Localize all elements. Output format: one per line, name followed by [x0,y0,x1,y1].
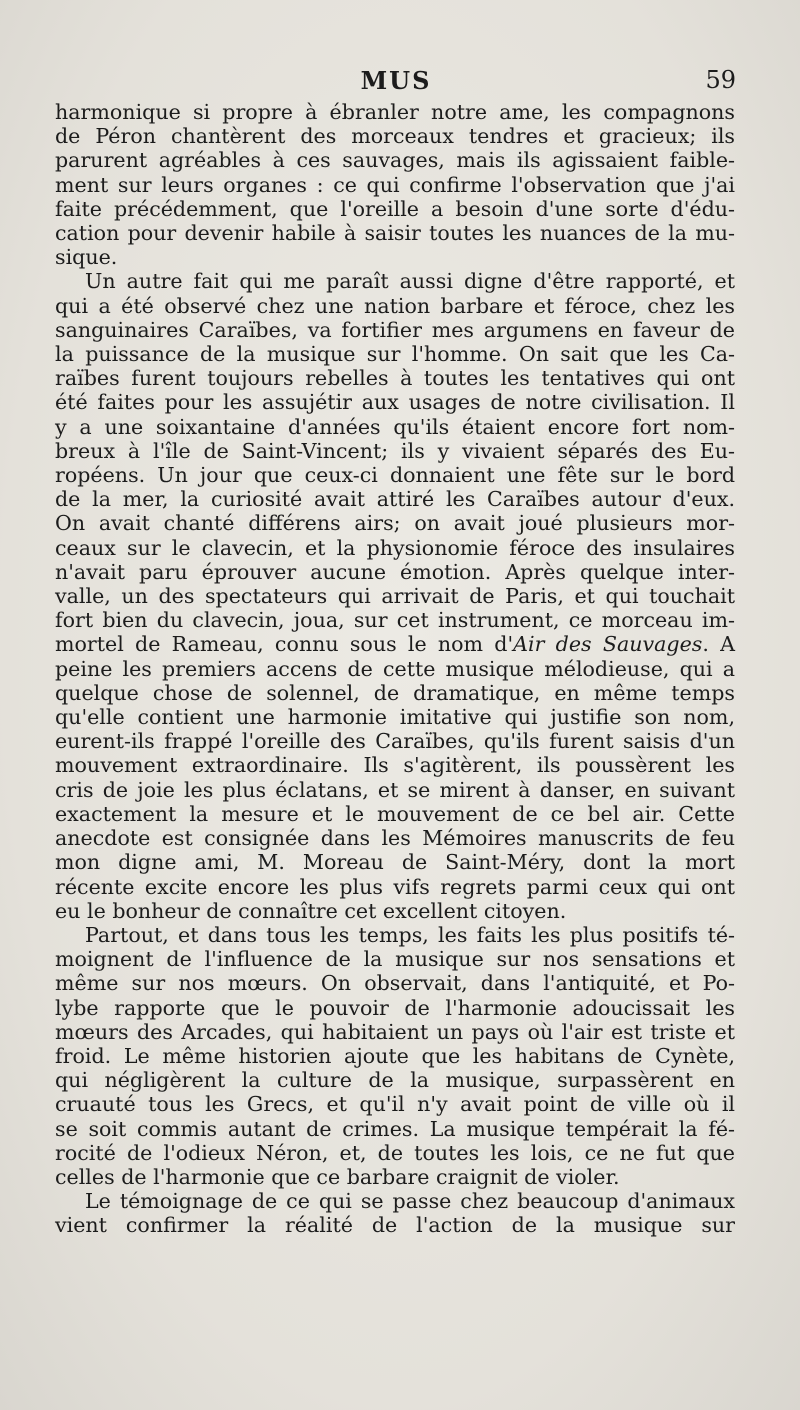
text-line: n'avait paru éprouver aucune émotion. Après quelque inter- [55,559,735,584]
text-line: raïbes furent toujours rebelles à toutes les tentatives qui ont [55,366,735,391]
text-line: Un autre fait qui me paraît aussi digne d'être rapporté, et [85,269,735,294]
text-segment: . A [702,632,736,657]
paragraph-1 [55,100,735,269]
text-line-with-title [55,632,735,656]
text-line: faite précédemment, que l'oreille a besoin d'une sorte d'édu- [55,196,735,221]
text-line: peine les premiers accens de cette musique mélodieuse, qui a [55,656,735,681]
text-line: mouvement extraordinaire. Ils s'agitèrent, ils poussèrent les [55,753,735,778]
text-line: ropéens. Un jour que ceux-ci donnaient une fête sur le bord [55,463,735,488]
text-line: se soit commis autant de crimes. La musique tempérait la fé- [55,1116,735,1141]
text-line: sanguinaires Caraïbes, va fortifier mes argumens en faveur de [55,317,735,342]
text-line: la puissance de la musique sur l'homme. On sait que les Ca- [55,342,735,367]
paragraph-4 [55,1189,735,1237]
text-line: vient confirmer la réalité de l'action de la musique sur [55,1213,735,1238]
text-line: récente excite encore les plus vifs regrets parmi ceux qui ont [55,874,735,899]
text-line: valle, un des spectateurs qui arrivait de Paris, et qui touchait [55,584,735,609]
text-line: eurent-ils frappé l'oreille des Caraïbes, qu'ils furent saisis d'un [55,729,735,754]
text-line: cruauté tous les Grecs, et qu'il n'y avait point de ville où il [55,1092,735,1117]
text-line: Le témoignage de ce qui se passe chez beaucoup d'animaux [85,1189,735,1214]
text-line: froid. Le même historien ajoute que les habitans de Cynète, [55,1043,735,1068]
text-line: breux à l'île de Saint-Vincent; ils y vivaient séparés des Eu- [55,438,735,463]
text-line: Partout, et dans tous les temps, les faits les plus positifs té- [85,922,735,947]
text-line: On avait chanté différens airs; on avait joué plusieurs mor- [55,511,735,536]
text-line: cris de joie les plus éclatans, et se mirent à danser, en suivant [55,777,735,802]
page-header [56,64,736,98]
running-head: MUS [360,66,432,95]
text-line: parurent agréables à ces sauvages, mais ils agissaient faible- [55,148,735,173]
text-line: y a une soixantaine d'années qu'ils étaient encore fort nom- [55,414,735,439]
paragraph-3 [55,923,735,1189]
text-line: rocité de l'odieux Néron, et, de toutes les lois, ce ne fut que [55,1140,735,1165]
text-line: qu'elle contient une harmonie imitative qui justifie son nom, [55,705,735,730]
body-text [55,100,735,1238]
text-line: mœurs des Arcades, qui habitaient un pays où l'air est triste et [55,1019,735,1044]
text-line: moignent de l'influence de la musique sur nos sensations et [55,947,735,972]
text-line: lybe rapporte que le pouvoir de l'harmonie adoucissait les [55,995,735,1020]
text-line: qui a été observé chez une nation barbare et féroce, chez les [55,293,735,318]
text-line: ceaux sur le clavecin, et la physionomie féroce des insulaires [55,535,735,560]
page-number: 59 [705,66,736,94]
text-line: anecdote est consignée dans les Mémoires manuscrits de feu [55,826,735,851]
text-line: sique. [55,245,118,270]
text-segment: mortel de Rameau, connu sous le nom d' [55,632,514,657]
text-line: ment sur leurs organes : ce qui confirme l'observation que j'ai [55,172,735,197]
text-line: quelque chose de solennel, de dramatique, en même temps [55,680,735,705]
italic-title: Air des Sauvages [513,632,703,657]
text-line: exactement la mesure et le mouvement de ce bel air. Cette [55,801,735,826]
text-line: eu le bonheur de connaître cet excellent citoyen. [55,898,567,923]
text-line: qui négligèrent la culture de la musique, surpassèrent en [55,1068,735,1093]
text-line: mon digne ami, M. Moreau de Saint-Méry, dont la mort [55,850,735,875]
text-line: fort bien du clavecin, joua, sur cet instrument, ce morceau im- [55,608,735,633]
text-line: celles de l'harmonie que ce barbare craignit de violer. [55,1164,620,1189]
text-line: de Péron chantèrent des morceaux tendres et gracieux; ils [55,124,735,149]
text-line: harmonique si propre à ébranler notre ame, les compagnons [55,100,735,124]
text-line: été faites pour les assujétir aux usages de notre civilisation. Il [55,390,735,415]
text-line: cation pour devenir habile à saisir toutes les nuances de la mu- [55,221,735,246]
text-line: de la mer, la curiosité avait attiré les Caraïbes autour d'eux. [55,487,735,512]
text-line: même sur nos mœurs. On observait, dans l'antiquité, et Po- [55,971,735,996]
paragraph-2 [55,269,735,922]
